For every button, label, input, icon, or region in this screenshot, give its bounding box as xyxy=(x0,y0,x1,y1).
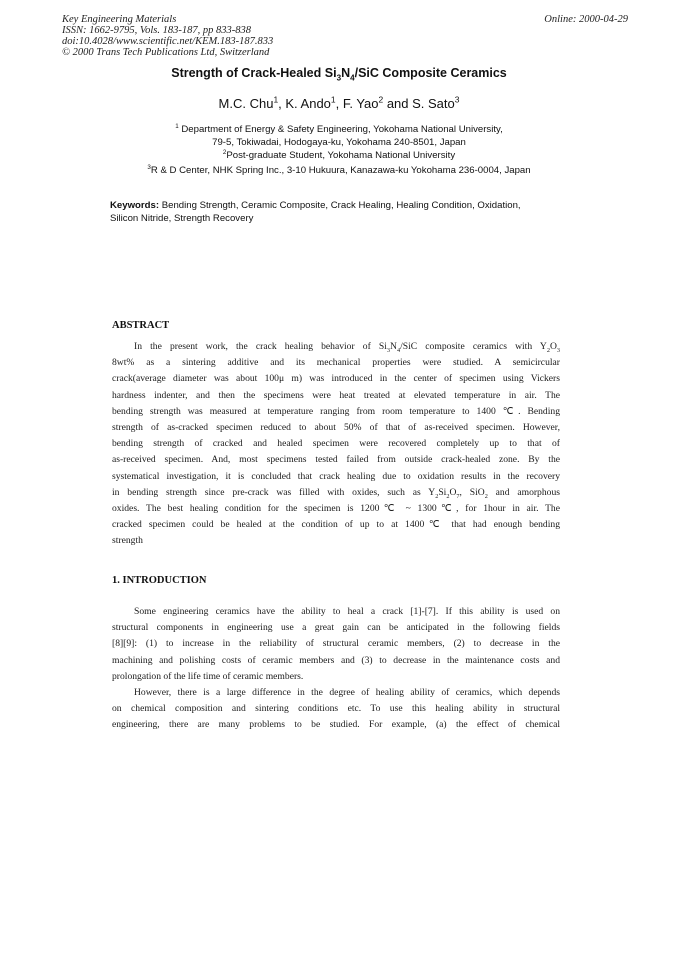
paper-title: Strength of Crack-Healed $Si_3N_4$/SiC Composite Ceramics xyxy=(171,66,507,83)
online-date: Online: 2000-04-29 xyxy=(544,14,628,25)
author-list: M.C. Chu$^1$, K. Ando$^1$, F. Yao$^2$ and S. Sato$^3$ xyxy=(218,94,460,111)
affiliation-3: $^3$R & D Center, NHK Spring Inc., 3-10 Hukuura, Kanazawa-ku Yokohama 236-0004, Japan xyxy=(147,163,531,176)
affiliation-1-line-1: $^1$ Department of Energy & Safety Engineering, Yokohama National University, xyxy=(175,122,503,135)
abstract-heading: ABSTRACT xyxy=(112,320,170,331)
introduction-text: Some engineering ceramics have the ability to heal a crack [1]-[7]. If this ability is used on structural components in engineering use a great gain can be anticipated in the following fields [8][9]: (1) to increase in the reliability of structural ceramic members, (2) to decrease in the machining and polishing costs of ceramic members and (3) to decrease in the maintenance costs and prolongation of the life time of ceramic members. However, there is a large difference in the degree of healing ability of ceramics, which depends on chemical composition and sintering conditions etc. To use this healing ability in structural engineering, there are many problems to be studied. For example, (a) the effect of chemical xyxy=(112,606,560,731)
affiliation-2: $^2$Post-graduate Student, Yokohama National University xyxy=(222,148,456,161)
copyright-line: © 2000 Trans Tech Publications Ltd, Switzerland xyxy=(62,47,270,58)
journal-name: Key Engineering Materials xyxy=(62,14,177,25)
introduction-heading: 1. INTRODUCTION xyxy=(112,575,207,586)
abstract-text: In the present work, the crack healing behavior of $Si_3N_4$/SiC composite ceramics with $Y_2O_3$ 8wt% as a sintering additive and its mechanical properties were studied. A semicircular crack(average diameter was about 100μ m) was introduced in the center of specimen using Vickers hardness indenter, and then the specimens were heat treated at elevated temperature in air. The bending strength was measured at temperature ranging from room temperature to 1400 ℃. Bending strength of as-cracked specimen reduced to about 50% of that of as-received specimen. However, bending strength of cracked and healed specimen were recovered completely up to that of as-received specimen. And, most specimens tested failed from outside crack-healed zone. By the systematical investigation, it is concluded that crack healing due to oxidation results in the recovery in bending strength since pre-crack was filled with oxides, such as $Y_2Si_2O_7$, SiO$_2$ and amorphous oxides. The best healing condition for the specimen is 1200℃ ~ 1300℃, for 1hour in air. The cracked specimen could be healed at the condition of up to at 1400℃ that had enough bending strength xyxy=(112,341,561,547)
doi-line: doi:10.4028/www.scientific.net/KEM.183-187.833 xyxy=(62,36,274,47)
keywords-label: Keywords: xyxy=(110,200,160,211)
keywords: Keywords: Bending Strength, Ceramic Composite, Crack Healing, Healing Condition, Oxidation, Silicon Nitride, Strength Recovery xyxy=(110,200,521,224)
issn-line: ISSN: 1662-9795, Vols. 183-187, pp 833-838 xyxy=(62,25,251,36)
citation-header xyxy=(62,14,273,58)
affiliation-1-line-2: 79-5, Tokiwadai, Hodogaya-ku, Yokohama 240-8501, Japan xyxy=(212,137,466,148)
